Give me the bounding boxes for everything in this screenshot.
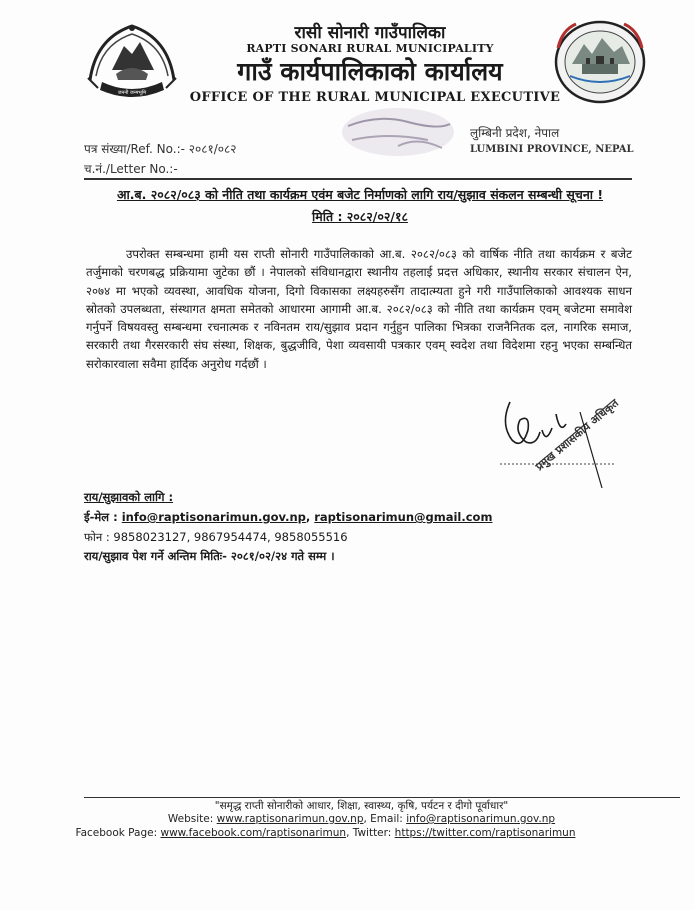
office-stamp-icon [338,106,456,158]
email-label: ई-मेल : [84,510,118,524]
footer-email-label: , Email: [363,813,403,825]
footer-website-line [14,813,695,825]
email-link-1[interactable]: info@raptisonarimun.gov.np [121,510,306,524]
footer-divider [84,797,680,798]
letter-number: च.नं./Letter No.:- [84,162,178,176]
email-link-2[interactable]: raptisonarimun@gmail.com [314,510,493,524]
svg-text:प्रमुख प्रशासकीय अधिकृत: प्रमुख प्रशासकीय अधिकृत [533,396,621,474]
province-en: LUMBINI PROVINCE, NEPAL [470,144,634,155]
province-np: लुम्बिनी प्रदेश, नेपाल [470,126,560,140]
notice-date-wrap [86,208,634,225]
notice-body [86,245,632,373]
phone-line: फोन : 9858023127, 9867954474, 9858055516 [84,530,348,544]
office-name-np: गाउँ कार्यपालिकाको कार्यालय [237,57,503,86]
signature-icon [496,384,646,504]
nepal-emblem-icon [82,18,182,106]
municipality-name-np: रासी सोनारी गाउँपालिका [294,23,446,43]
website-label: Website: [167,813,214,825]
body-paragraph: उपरोक्त सम्बन्धमा हामी यस राप्ती सोनारी गाउँपालिकाको आ.ब. २०८२/०८३ को वार्षिक नीति तथा कार्यक्रम र बजेट तर्जुमाको चरणबद्ध प्रक्रियामा जुटेका छौं । नेपालको संविधानद्वारा स्थानीय तहलाई प्रदत्त अधिकार, स्थानीय सरकार संचालन ऐन, २०७४ मा भएको व्यवस्था, आवधिक योजना, दिगो विकासका लक्ष्यहरुसँग तादात्म्यता हुने गरी गाउँपालिकाको आवश्यक साधन स्रोतको उपलब्धता, संस्थागत क्षमता समेतको आधारमा आगामी आ.ब. २०८२/०८३ को नीति तथा कार्यक्रम एवम् बजेटमा समावेश गर्नुपर्ने विषयवस्तु सम्बन्धमा रचनात्मक र नविनतम राय/सुझाव प्रदान गर्नुहुन पालिका भित्रका राजनैनितक दल, नागरिक समाज, सरकारी तथा गैरसरकारी संघ संस्था, शिक्षक, बुद्धजीवि, पेशा व्यवसायी पत्रकार एवम् स्वदेश तथा विदेशमा रहनु भएका सम्बन्धित सरोकारवाला सवैमा हार्दिक अनुरोध गर्दछौं । [86,247,632,371]
svg-text:जननी जन्मभूमि: जननी जन्मभूमि [117,90,147,96]
facebook-label: Facebook Page: [75,827,158,839]
twitter-link[interactable]: https://twitter.com/raptisonarimun [394,827,576,839]
contact-heading: राय/सुझावको लागि : [84,490,174,504]
notice-subject: आ.ब. २०८२/०८३ को नीति तथा कार्यक्रम एवंम बजेट निर्माणको लागि राय/सुझाव संकलन सम्बन्धी सूचना ! [116,187,604,202]
deadline-line: राय/सुझाव पेश गर्ने अन्तिम मितिः- २०८१/०२/२४ गते सम्म । [84,549,335,563]
notice-date: मिति : २०८२/०२/१८ [312,209,408,224]
footer-email-link[interactable]: info@raptisonarimun.gov.np [406,813,556,825]
footer-social-line [0,827,673,839]
facebook-link[interactable]: www.facebook.com/raptisonarimun [160,827,347,839]
twitter-label: , Twitter: [346,827,392,839]
office-name-en: OFFICE OF THE RURAL MUNICIPAL EXECUTIVE [189,90,561,105]
website-link[interactable]: www.raptisonarimun.gov.np [216,813,364,825]
email-line: ई-मेल : info@raptisonarimun.gov.np, raptisonarimun@gmail.com [84,510,493,524]
header-divider [84,178,632,180]
municipality-name-en: RAPTI SONARI RURAL MUNICIPALITY [246,42,494,55]
footer-motto: "समृद्ध राप्ती सोनारीको आधार, शिक्षा, स्वास्थ्य, कृषि, पर्यटन र दीगो पूर्वाधार" [214,800,509,812]
reference-number: पत्र संख्या/Ref. No.:- २०८१/०८२ [84,142,237,156]
